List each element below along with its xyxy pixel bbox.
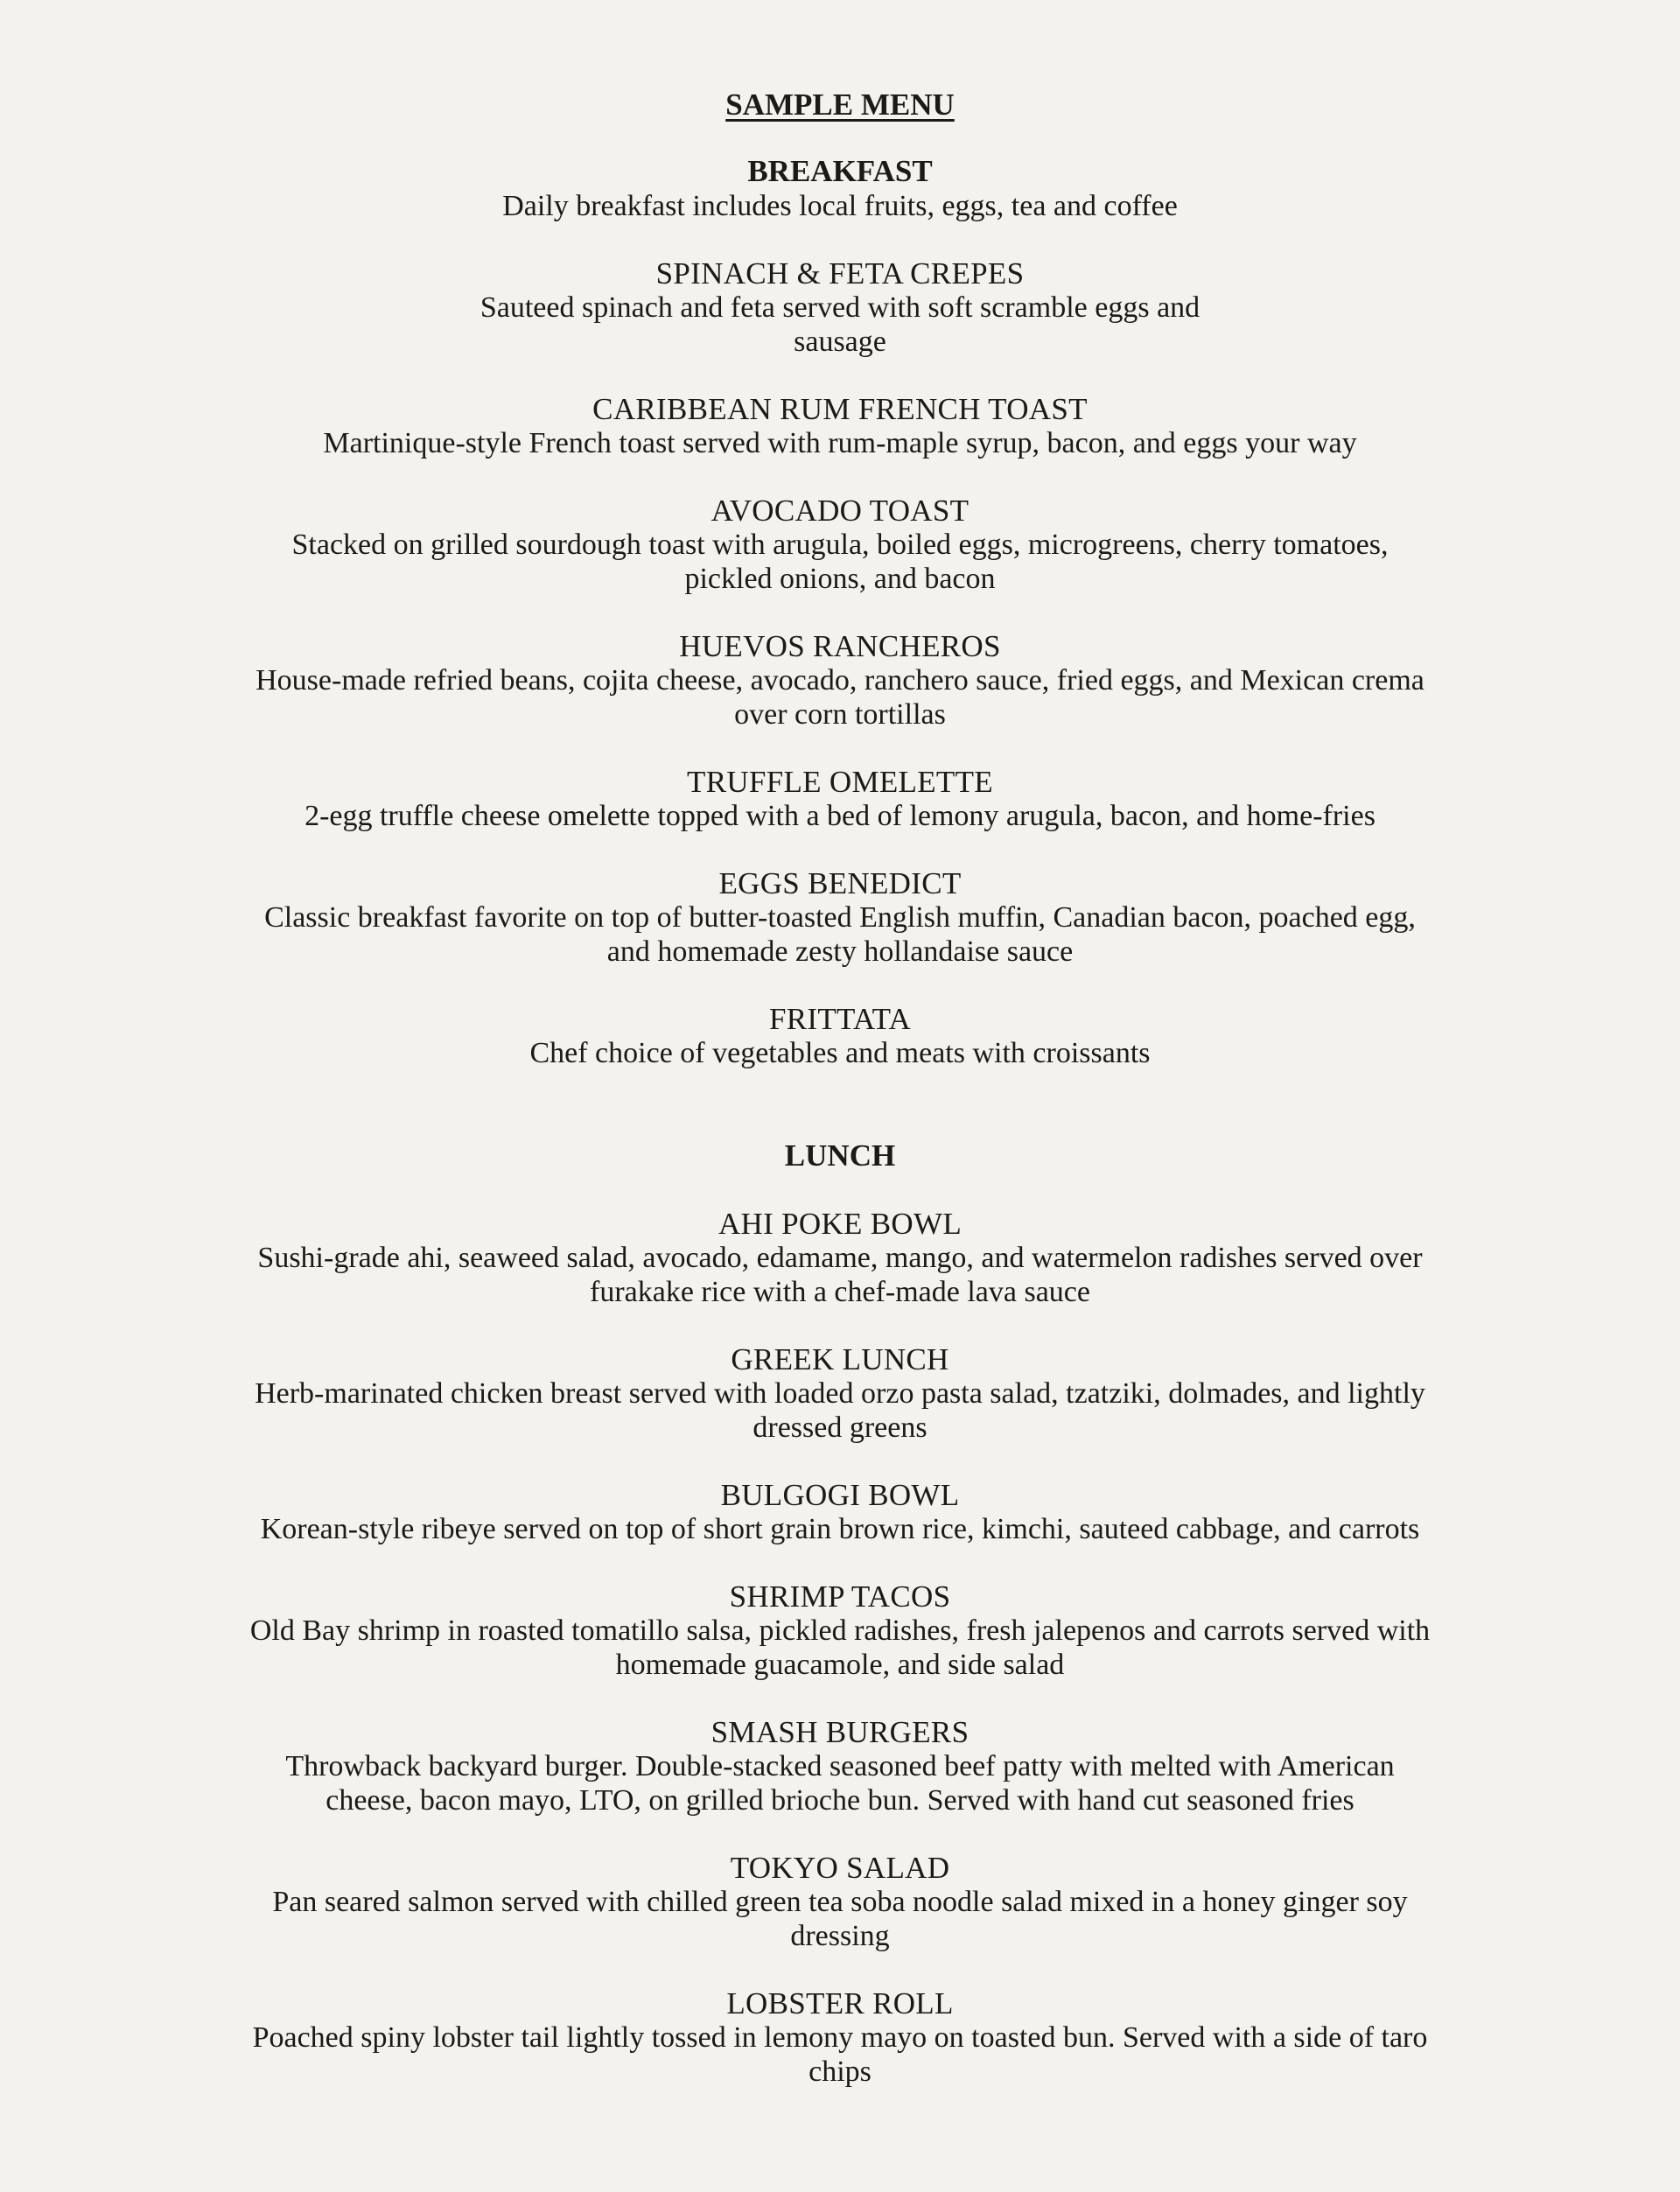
menu-item [0, 1207, 1680, 1309]
menu-item-name: TRUFFLE OMELETTE [687, 765, 993, 799]
menu-item [0, 1986, 1680, 2089]
menu-item [0, 1478, 1680, 1546]
menu-item [0, 392, 1680, 460]
menu-item [0, 256, 1680, 359]
menu-item-description: 2-egg truffle cheese omelette topped with a bed of lemony arugula, bacon, and home-fries [304, 800, 1376, 832]
menu-item-description: Herb-marinated chicken breast served with loaded orzo pasta salad, tzatziki, dolmades, and lightly [255, 1377, 1425, 1410]
menu-item-description: chips [808, 2055, 872, 2088]
menu-item-description: dressed greens [752, 1411, 928, 1444]
menu-item-description: Korean-style ribeye served on top of short grain brown rice, kimchi, sauteed cabbage, and carrots [260, 1513, 1420, 1545]
menu-item-description: Martinique-style French toast served with rum-maple syrup, bacon, and eggs your way [323, 427, 1357, 459]
menu-item [0, 1579, 1680, 1682]
menu-item-name: AHI POKE BOWL [718, 1207, 962, 1241]
breakfast-heading: BREAKFAST [747, 154, 933, 188]
section-divider [0, 1103, 1680, 1138]
menu-item [0, 494, 1680, 596]
menu-item-name: GREEK LUNCH [731, 1342, 949, 1376]
menu-item-name: FRITTATA [768, 1002, 912, 1036]
menu-item-description: sausage [794, 326, 886, 358]
menu-title: SAMPLE MENU [725, 88, 955, 122]
lunch-items [0, 1207, 1680, 2089]
menu-item-name: SHRIMP TACOS [729, 1579, 951, 1614]
menu-item-description: Stacked on grilled sourdough toast with arugula, boiled eggs, microgreens, cherry tomatoes, [291, 529, 1389, 561]
menu-item [0, 866, 1680, 969]
menu-item-description: dressing [790, 1920, 890, 1952]
menu-item-description: cheese, bacon mayo, LTO, on grilled brioche bun. Served with hand cut seasoned fries [326, 1784, 1354, 1817]
menu-item-name: SMASH BURGERS [710, 1715, 970, 1749]
breakfast-intro: Daily breakfast includes local fruits, eggs, tea and coffee [502, 190, 1178, 222]
menu-item-description: and homemade zesty hollandaise sauce [606, 935, 1074, 968]
menu-item-description: Chef choice of vegetables and meats with croissants [529, 1037, 1151, 1069]
menu-item-description: Poached spiny lobster tail lightly tossed in lemony mayo on toasted bun. Served with a side of taro [252, 2021, 1428, 2054]
menu-item-description: over corn tortillas [734, 698, 946, 731]
menu-item-name: BULGOGI BOWL [720, 1478, 960, 1512]
menu-item [0, 1342, 1680, 1445]
menu-item-description: Throwback backyard burger. Double-stacked seasoned beef patty with melted with American [285, 1750, 1395, 1782]
breakfast-section [0, 154, 1680, 1070]
menu-item-name: HUEVOS RANCHEROS [679, 629, 1001, 663]
menu-item-description: Classic breakfast favorite on top of butter-toasted English muffin, Canadian bacon, poached egg, [264, 901, 1416, 934]
menu-item [0, 1002, 1680, 1070]
breakfast-items [0, 256, 1680, 1070]
lunch-section [0, 1138, 1680, 2089]
menu-item-description: House-made refried beans, cojita cheese, avocado, ranchero sauce, fried eggs, and Mexican crema [256, 664, 1424, 697]
menu-item [0, 629, 1680, 732]
menu-item-name: EGGS BENEDICT [718, 866, 962, 900]
menu-item-description: Pan seared salmon served with chilled green tea soba noodle salad mixed in a honey ginger soy [272, 1886, 1408, 1918]
menu-item-name: LOBSTER ROLL [726, 1986, 954, 2020]
menu-item-description: Old Bay shrimp in roasted tomatillo salsa, pickled radishes, fresh jalepenos and carrots served with [249, 1614, 1431, 1647]
menu-item [0, 1715, 1680, 1817]
menu-item-description: pickled onions, and bacon [684, 563, 996, 595]
menu-item-name: AVOCADO TOAST [710, 494, 970, 528]
menu-item-name: SPINACH & FETA CREPES [655, 256, 1025, 291]
menu-item-name: CARIBBEAN RUM FRENCH TOAST [592, 392, 1088, 426]
menu-item-description: homemade guacamole, and side salad [615, 1649, 1065, 1681]
menu-item-name: TOKYO SALAD [730, 1851, 950, 1885]
lunch-heading: LUNCH [784, 1138, 896, 1173]
menu-item-description: Sushi-grade ahi, seaweed salad, avocado, edamame, mango, and watermelon radishes served over [257, 1242, 1423, 1274]
menu-item [0, 1851, 1680, 1953]
menu-item-description: Sauteed spinach and feta served with soft scramble eggs and [480, 291, 1200, 324]
menu-item [0, 765, 1680, 833]
menu-item-description: furakake rice with a chef-made lava sauce [590, 1276, 1090, 1308]
